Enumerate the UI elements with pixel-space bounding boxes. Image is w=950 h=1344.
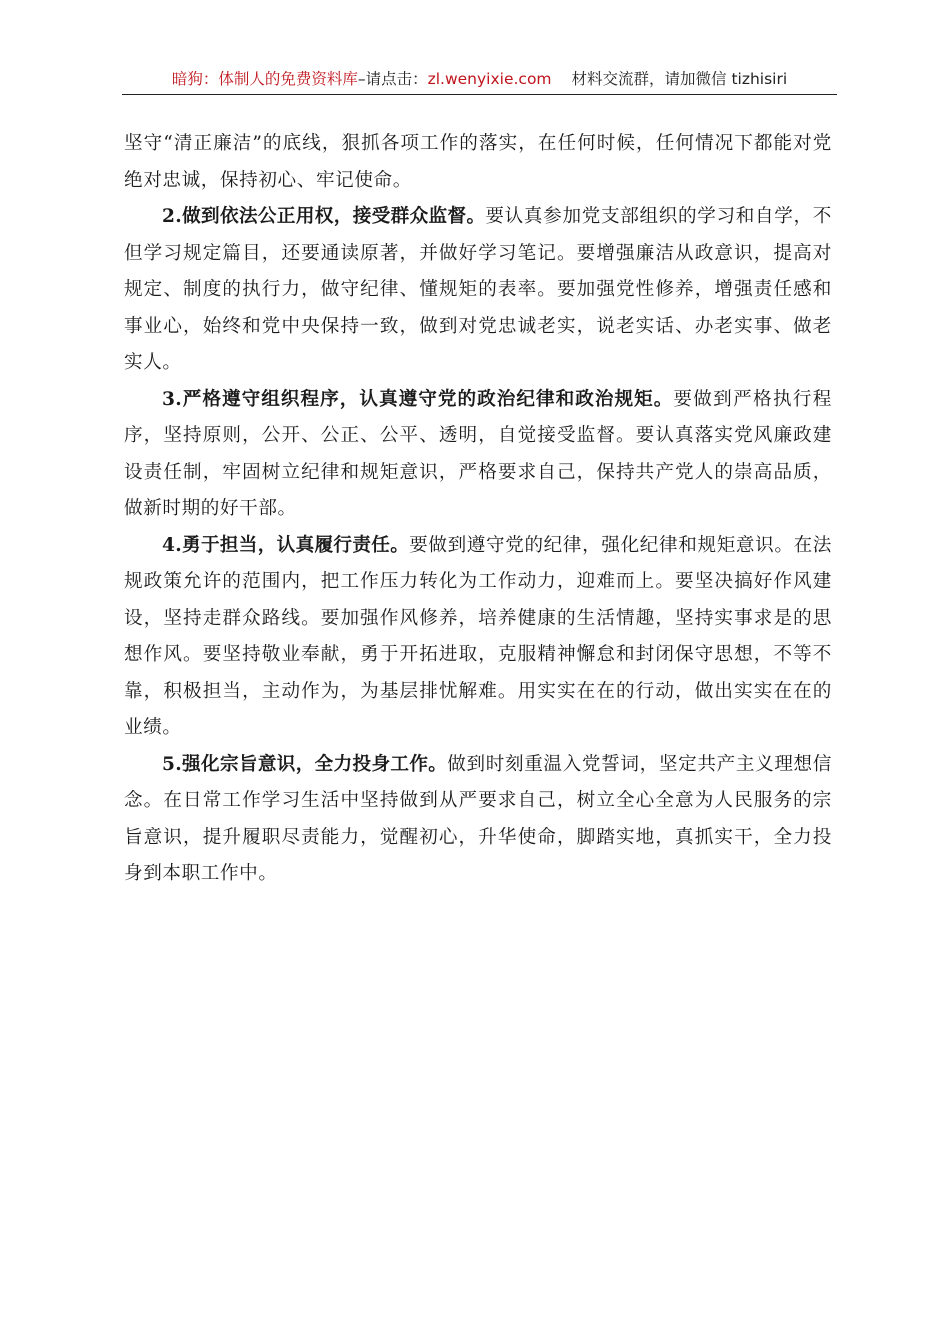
paragraph-continued — [124, 126, 832, 199]
paragraph-item-2 — [124, 199, 832, 382]
paragraph-text: 坚守“清正廉洁”的底线，狠抓各项工作的落实，在任何时候，任何情况下都能对党绝对忠诚，保持初心、牢记使命。 — [124, 133, 832, 191]
page-header — [122, 66, 837, 95]
header-wechat-note: 材料交流群，请加微信 tizhisiri — [571, 70, 788, 88]
paragraph-heading: 5.强化宗旨意识，全力投身工作。 — [162, 753, 448, 775]
paragraph-text: 做到时刻重温入党誓词，坚定共产主义理想信念。在日常工作学习生活中坚持做到从严要求自己，树立全心全意为人民服务的宗旨意识，提升履职尽责能力，觉醒初心，升华使命，脚踏实地，真抓实干，全力投身到本职工作中。 — [124, 753, 832, 884]
paragraph-heading: 2.做到依法公正用权，接受群众监督。 — [162, 206, 486, 227]
paragraph-item-4 — [124, 528, 832, 747]
paragraph-item-5 — [124, 747, 832, 893]
paragraph-text: 要认真参加党支部组织的学习和自学，不但学习规定篇目，还要通读原著，并做好学习笔记。要增强廉洁从政意识，提高对规定、制度的执行力，做守纪律、懂规矩的表率。要加强党性修养，增强责任感和事业心，始终和党中央保持一致，做到对党忠诚老实，说老实话、办老实事、做老实人。 — [124, 206, 832, 373]
paragraph-heading: 4.勇于担当，认真履行责任。 — [162, 534, 410, 556]
paragraph-heading: 3.严格遵守组织程序，认真遵守党的政治纪律和政治规矩。 — [162, 388, 674, 410]
header-click-prompt: –请点击： — [357, 70, 428, 88]
header-site-name: 暗狗：体制人的免费资料库 — [171, 70, 358, 88]
paragraph-text: 要做到严格执行程序，坚持原则，公开、公正、公平、透明，自觉接受监督。要认真落实党风廉政建设责任制，牢固树立纪律和规矩意识，严格要求自己，保持共产党人的崇高品质，做新时期的好干部。 — [124, 388, 832, 519]
header-site-link[interactable]: zl.wenyixie.com — [427, 70, 552, 88]
document-body — [124, 126, 832, 893]
paragraph-item-3 — [124, 382, 832, 528]
paragraph-text: 要做到遵守党的纪律，强化纪律和规矩意识。在法规政策允许的范围内，把工作压力转化为工作动力，迎难而上。要坚决搞好作风建设，坚持走群众路线。要加强作风修养，培养健康的生活情趣，坚持实事求是的思想作风。要坚持敬业奉献，勇于开拓进取，克服精神懈怠和封闭保守思想，不等不靠，积极担当，主动作为，为基层排忧解难。用实实在在的行动，做出实实在在的业绩。 — [124, 534, 832, 738]
